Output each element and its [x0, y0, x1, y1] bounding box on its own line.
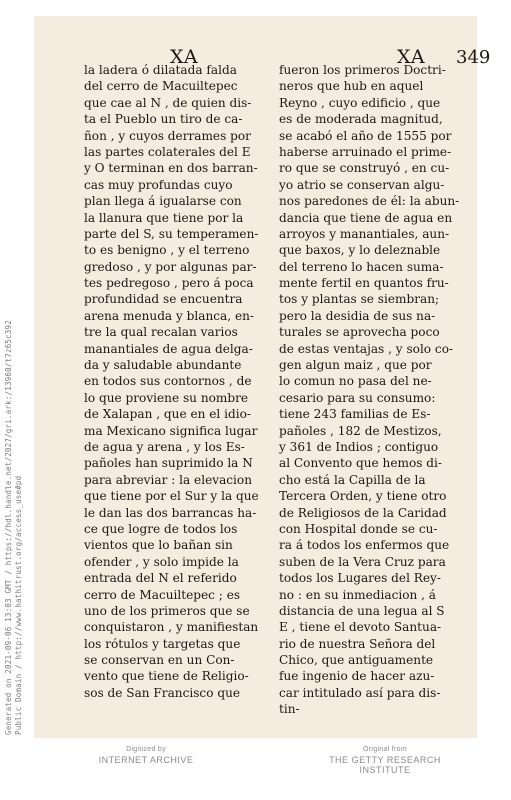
- text-line: plan llega á igualarse con: [84, 194, 242, 209]
- header-left: XA: [170, 46, 199, 68]
- text-line: Chico, que antiguamente: [279, 653, 434, 668]
- text-line: al Convento que hemos di-: [279, 456, 442, 471]
- text-line: se conservan en un Con-: [84, 653, 235, 668]
- text-line: haberse arruinado el prime-: [279, 144, 452, 159]
- text-line: fue ingenio de hacer azu-: [279, 669, 435, 684]
- text-line: ma Mexicano significa lugar: [84, 423, 258, 438]
- text-line: cas muy profundas cuyo: [84, 177, 233, 192]
- text-line: entrada del N el referido: [84, 571, 237, 586]
- text-line: fueron los primeros Doctri-: [279, 63, 446, 77]
- text-line: conquistaron , y manifiestan: [84, 620, 259, 635]
- text-line: y O terminan en dos barran-: [84, 161, 258, 176]
- text-line: pero la desidia de sus na-: [279, 308, 436, 323]
- text-line: sos de San Francisco que: [84, 685, 241, 700]
- text-line: cho está la Capilla de la: [279, 472, 426, 487]
- text-line: pañoles han suprimido la N: [84, 456, 253, 471]
- text-line: ofender , y solo impide la: [84, 554, 239, 569]
- text-line: dancia que tiene de agua en: [279, 210, 453, 225]
- text-line: para abreviar : la elevacion: [84, 472, 252, 487]
- text-line: turales se aprovecha poco: [279, 325, 440, 340]
- text-line: lo comun no pasa del ne-: [279, 374, 432, 389]
- text-line: arena menuda y blanca, en-: [84, 308, 254, 323]
- getty-label: THE GETTY RESEARCH INSTITUTE: [329, 755, 441, 775]
- text-line: yo atrio se conservan algu-: [279, 177, 445, 192]
- text-line: le dan las dos barrancas ha-: [84, 505, 257, 520]
- text-line: en todos sus contornos , de: [84, 374, 252, 389]
- original-from-label: Original from: [363, 746, 407, 753]
- text-line: pañoles , 182 de Mestizos,: [279, 423, 442, 438]
- text-line: tes pedregoso , pero á poca: [84, 276, 254, 291]
- text-line: ta el Pueblo un tiro de ca-: [84, 112, 243, 127]
- text-line: rio de nuestra Señora del: [279, 636, 436, 651]
- text-line: que cae al N , de quien dis-: [84, 95, 252, 110]
- generated-note: Generated on 2021-09-06 13:03 GMT / https://hdl.handle.net/2027/gri.ark:/13960/t7z65c392: [4, 320, 13, 735]
- text-line: distancia de una legua al S: [279, 603, 445, 618]
- left-text-column: [84, 62, 272, 701]
- text-line: lo que proviene su nombre: [84, 390, 249, 405]
- text-line: la ladera ó dilatada falda: [84, 63, 237, 77]
- text-line: neros que hub en aquel: [279, 79, 424, 94]
- text-line: no : en su inmediacion , á: [279, 587, 437, 602]
- text-line: Reyno , cuyo edificio , que: [279, 95, 441, 110]
- text-line: ra á todos los enfermos que: [279, 538, 450, 553]
- text-line: ro que se construyó , en cu-: [279, 161, 450, 176]
- text-line: del cerro de Macuiltepec: [84, 79, 238, 94]
- text-line: de agua y arena , y los Es-: [84, 439, 245, 454]
- text-line: car intitulado así para dis-: [279, 685, 441, 700]
- text-line: que baxos, y lo deleznable: [279, 243, 441, 258]
- text-line: se acabó el año de 1555 por: [279, 128, 452, 143]
- header-right: XA: [397, 46, 426, 68]
- text-line: tos y plantas se siembran;: [279, 292, 440, 307]
- text-line: tre la qual recalan varios: [84, 325, 238, 340]
- scan-footer: [0, 746, 511, 800]
- internet-archive-label: INTERNET ARCHIVE: [98, 755, 194, 765]
- text-line: gredoso , y por algunas par-: [84, 259, 257, 274]
- text-line: to es benigno , y el terreno: [84, 243, 250, 258]
- text-line: vento que tiene de Religio-: [84, 669, 249, 684]
- text-line: todos los Lugares del Rey-: [279, 571, 441, 586]
- text-line: los rótulos y targetas que: [84, 636, 241, 651]
- text-line: da y saludable abundante: [84, 358, 242, 373]
- text-line: las partes colaterales del E: [84, 144, 251, 159]
- text-line: la llanura que tiene por la: [84, 210, 244, 225]
- text-line: de Religiosos de la Caridad: [279, 505, 447, 520]
- text-line: vientos que lo bañan sin: [84, 538, 233, 553]
- text-line: cerro de Macuiltepec ; es: [84, 587, 241, 602]
- text-line: y 361 de Indios ; contiguo: [279, 439, 439, 454]
- text-line: suben de la Vera Cruz para: [279, 554, 446, 569]
- text-line: con Hospital donde se cu-: [279, 521, 438, 536]
- public-domain-note: Public Domain / http://www.hathitrust.org/access_use#pd: [14, 475, 23, 735]
- text-line: de estas ventajas , y solo co-: [279, 341, 454, 356]
- right-text-column: [279, 62, 465, 718]
- text-line: E , tiene el devoto Santua-: [279, 620, 442, 635]
- text-line: arroyos y manantiales, aun-: [279, 226, 450, 241]
- text-line: parte del S, su temperamen-: [84, 226, 259, 241]
- text-line: nos paredones de él: la abun-: [279, 194, 460, 209]
- text-line: cesario para su consumo:: [279, 390, 436, 405]
- text-line: tin-: [279, 702, 300, 717]
- text-line: de Xalapan , que en el idio-: [84, 407, 251, 422]
- text-line: gen algun maiz , que por: [279, 358, 432, 373]
- text-line: ce que logre de todos los: [84, 521, 238, 536]
- text-line: Tercera Orden, y tiene otro: [279, 489, 447, 504]
- text-line: uno de los primeros que se: [84, 603, 250, 618]
- hathitrust-watermark: [2, 320, 42, 735]
- text-line: es de moderada magnitud,: [279, 112, 443, 127]
- text-line: tiene 243 familias de Es-: [279, 407, 431, 422]
- text-line: del terreno lo hacen suma-: [279, 259, 444, 274]
- text-line: mente fertil en quantos fru-: [279, 276, 449, 291]
- text-line: ñon , y cuyos derrames por: [84, 128, 251, 143]
- page-number: 349: [456, 47, 491, 68]
- text-line: manantiales de agua delga-: [84, 341, 253, 356]
- text-line: que tiene por el Sur y la que: [84, 489, 259, 504]
- digitized-by-label: Digitized by: [126, 746, 166, 753]
- text-line: profundidad se encuentra: [84, 292, 243, 307]
